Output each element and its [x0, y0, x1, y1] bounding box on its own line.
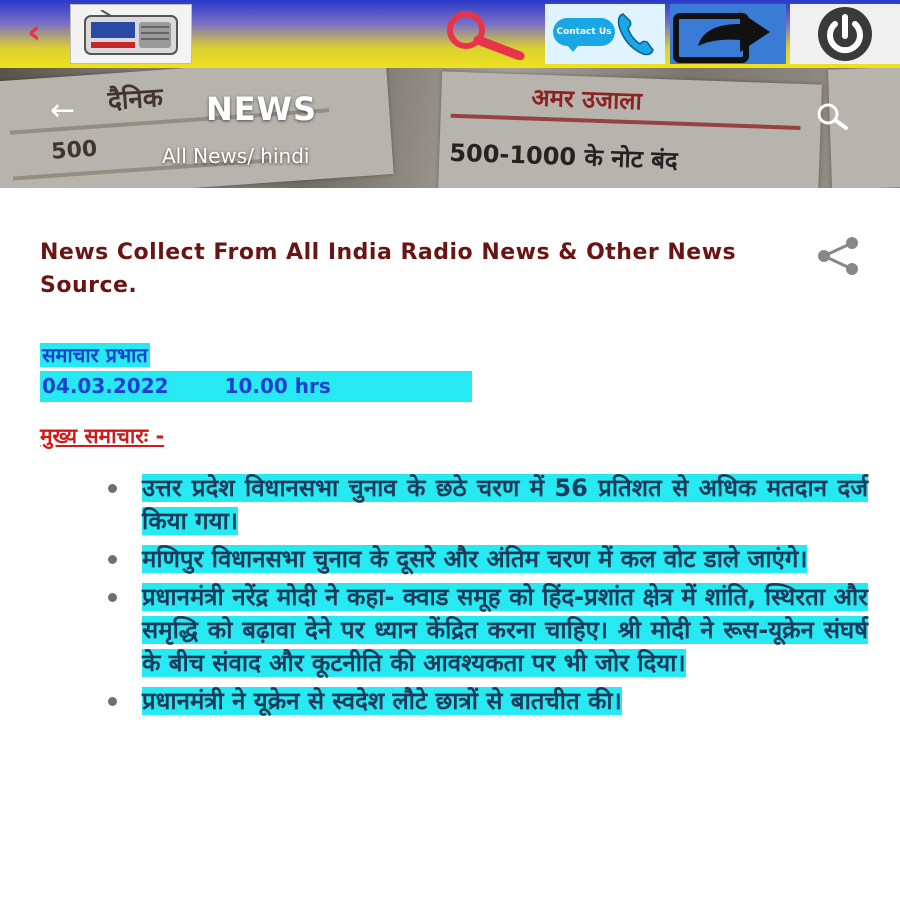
search-icon[interactable] [440, 8, 528, 60]
headline-text: प्रधानमंत्री ने यूक्रेन से स्वदेश लौटे छात्रों से बातचीत की। [142, 687, 622, 715]
bullet-icon [108, 593, 117, 602]
bulletin-name: समाचार प्रभात [42, 343, 148, 367]
list-item [104, 581, 868, 680]
newspaper-masthead-right: अमर उजाला [530, 83, 643, 116]
bulletin-info [40, 340, 472, 402]
breadcrumb: All News/ hindi [162, 144, 310, 168]
radio-icon [81, 10, 181, 58]
headline-text: प्रधानमंत्री नरेंद्र मोदी ने कहा- क्वाड समूह को हिंद-प्रशांत क्षेत्र में शांति, स्थिरता और समृद्धि को बढ़ावा देने पर ध्यान केंद्रित करना चाहिए। श्री मोदी ने रूस-यूक्रेन संघर्ष के बीच संवाद और कूटनीति की आवश्यकता पर भी जोर दिया। [142, 583, 868, 677]
list-item [104, 543, 868, 576]
newspaper-number: 500 [50, 136, 99, 165]
arrow-left-icon[interactable]: ← [50, 93, 76, 128]
bulletin-time: 10.00 hrs [224, 374, 331, 398]
radio-button[interactable] [70, 4, 192, 64]
share-icon[interactable] [812, 236, 864, 276]
share-arrow-icon [670, 4, 786, 64]
newspaper-masthead-left: दैनिक [106, 82, 164, 117]
bulletin-datetime [40, 371, 472, 402]
headline-text: मणिपुर विधानसभा चुनाव के दूसरे और अंतिम चरण में कल वोट डाले जाएंगे। [142, 545, 808, 573]
page-title: NEWS [206, 90, 317, 128]
contact-us-label: Contact Us [553, 18, 615, 46]
list-item [104, 472, 868, 538]
bullet-icon [108, 484, 117, 493]
list-item [104, 685, 868, 718]
newspaper-headline: 500-1000 के नोट बंद [448, 138, 679, 175]
power-icon [790, 4, 900, 64]
top-toolbar [0, 0, 900, 68]
search-icon[interactable] [812, 100, 860, 134]
headlines-heading: मुख्य समाचारः - [40, 424, 165, 448]
header-banner [0, 68, 900, 188]
power-button[interactable] [790, 4, 900, 64]
headline-list [104, 472, 868, 723]
phone-icon [613, 8, 659, 60]
share-app-button[interactable] [670, 4, 786, 64]
chevron-left-icon[interactable]: ‹ [26, 12, 41, 52]
bullet-icon [108, 697, 117, 706]
headline-text: उत्तर प्रदेश विधानसभा चुनाव के छठे चरण में 56 प्रतिशत से अधिक मतदान दर्ज किया गया। [142, 474, 868, 535]
contact-us-button[interactable] [545, 4, 665, 64]
bulletin-date: 04.03.2022 [42, 374, 169, 398]
source-note: News Collect From All India Radio News & Other News Source. [40, 240, 737, 298]
bullet-icon [108, 555, 117, 564]
